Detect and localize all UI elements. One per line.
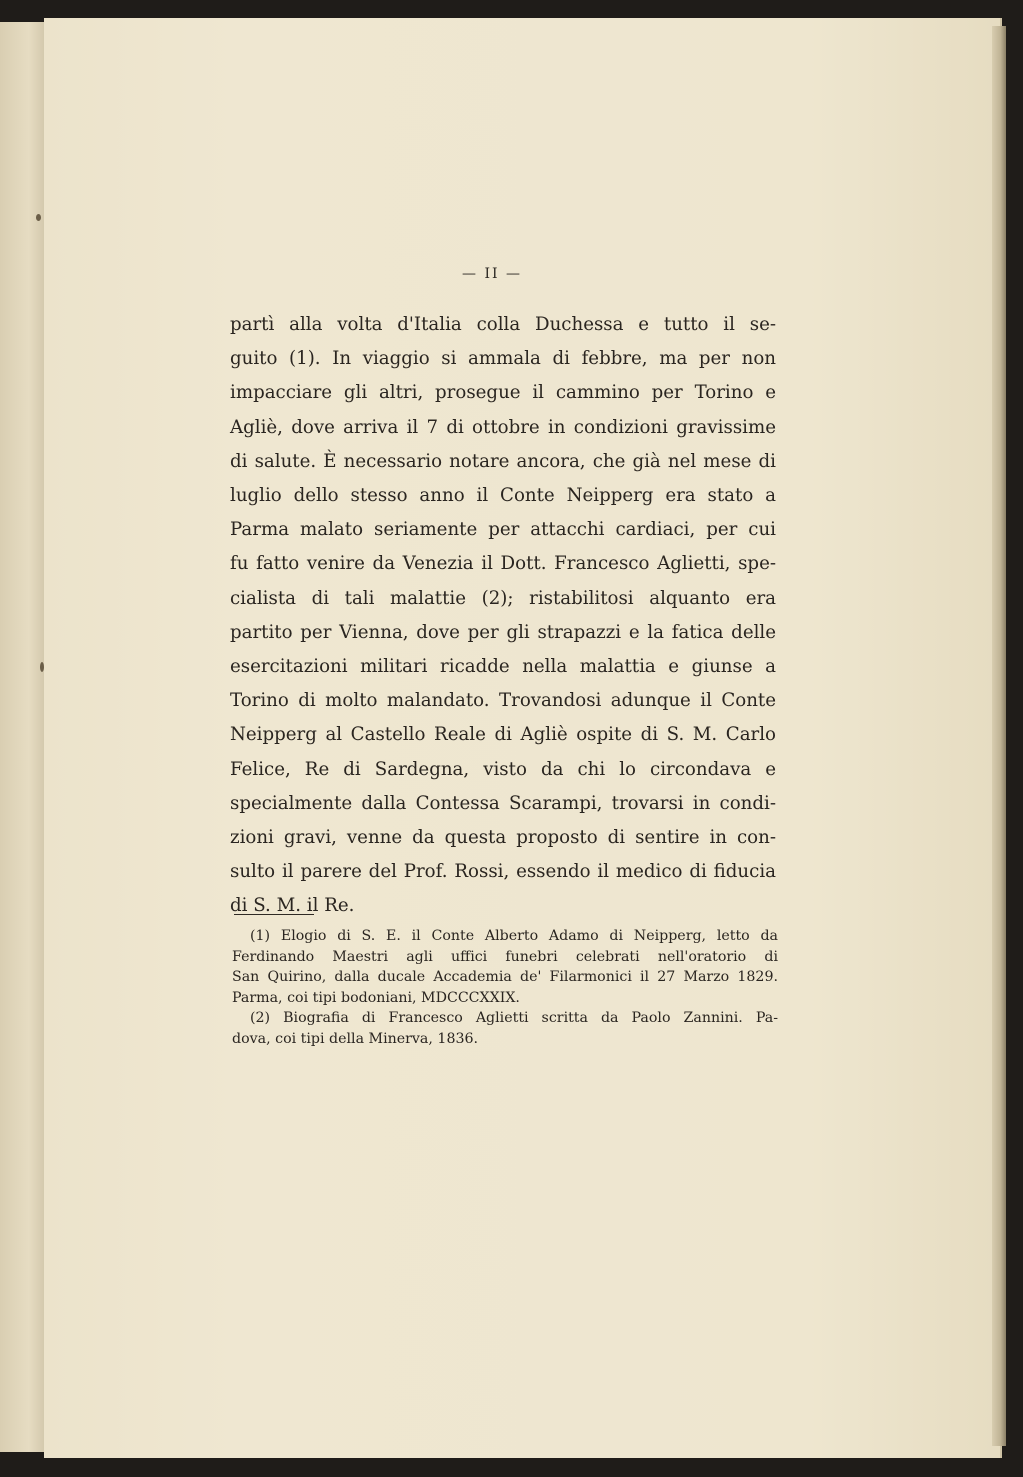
text-line: luglio dello stesso anno il Conte Neipperg era stato a	[230, 485, 776, 507]
footnotes	[232, 926, 778, 1049]
text-line: partito per Vienna, dove per gli strapazzi e la fatica delle	[230, 621, 776, 643]
text-line: Torino di molto malandato. Trovandosi adunque il Conte	[230, 690, 776, 712]
text-line: fu fatto venire da Venezia il Dott. Francesco Aglietti, spe-	[230, 553, 776, 575]
paper-speck	[40, 662, 44, 672]
text-line: guito (1). In viaggio si ammala di febbre, ma per non	[230, 348, 776, 370]
text-line: Neipperg al Castello Reale di Agliè ospite di S. M. Carlo	[230, 724, 776, 746]
page-number-header: — II —	[462, 266, 522, 282]
footnote-2-line: (2) Biografia di Francesco Aglietti scritta da Paolo Zannini. Pa-	[250, 1010, 778, 1026]
footnote-separator	[234, 914, 314, 915]
text-line: specialmente dalla Contessa Scarampi, trovarsi in condi-	[230, 792, 776, 814]
text-line: sulto il parere del Prof. Rossi, essendo il medico di fiducia	[230, 861, 776, 883]
footnote-1-line: Parma, coi tipi bodoniani, MDCCCXXIX.	[232, 989, 520, 1006]
text-line: Parma malato seriamente per attacchi cardiaci, per cui	[230, 519, 776, 541]
footnote-1-line: (1) Elogio di S. E. il Conte Alberto Adamo di Neipperg, letto da	[250, 928, 778, 944]
text-line: partì alla volta d'Italia colla Duchessa e tutto il se-	[230, 314, 776, 335]
text-line: zioni gravi, venne da questa proposto di sentire in con-	[230, 827, 776, 849]
text-line: Felice, Re di Sardegna, visto da chi lo circondava e	[230, 758, 776, 780]
body-text	[230, 308, 776, 924]
text-line: Agliè, dove arriva il 7 di ottobre in condizioni gravissime	[230, 416, 776, 438]
footnote-2-line: dova, coi tipi della Minerva, 1836.	[232, 1030, 479, 1047]
text-line: impacciare gli altri, prosegue il cammino per Torino e	[230, 382, 776, 404]
paper-speck	[36, 214, 41, 221]
text-line: esercitazioni militari ricadde nella malattia e giunse a	[230, 656, 776, 678]
text-line: cialista di tali malattie (2); ristabilitosi alquanto era	[230, 587, 776, 609]
footnote-1-line: Ferdinando Maestri agli uffici funebri celebrati nell'oratorio di	[232, 948, 778, 965]
text-line: di S. M. il Re.	[230, 895, 355, 917]
text-line: di salute. È necessario notare ancora, che già nel mese di	[230, 450, 776, 472]
page-stack-edge	[992, 26, 1006, 1446]
left-page-edge	[0, 22, 49, 1452]
footnote-1-line: San Quirino, dalla ducale Accademia de' Filarmonici il 27 Marzo 1829.	[232, 969, 778, 985]
